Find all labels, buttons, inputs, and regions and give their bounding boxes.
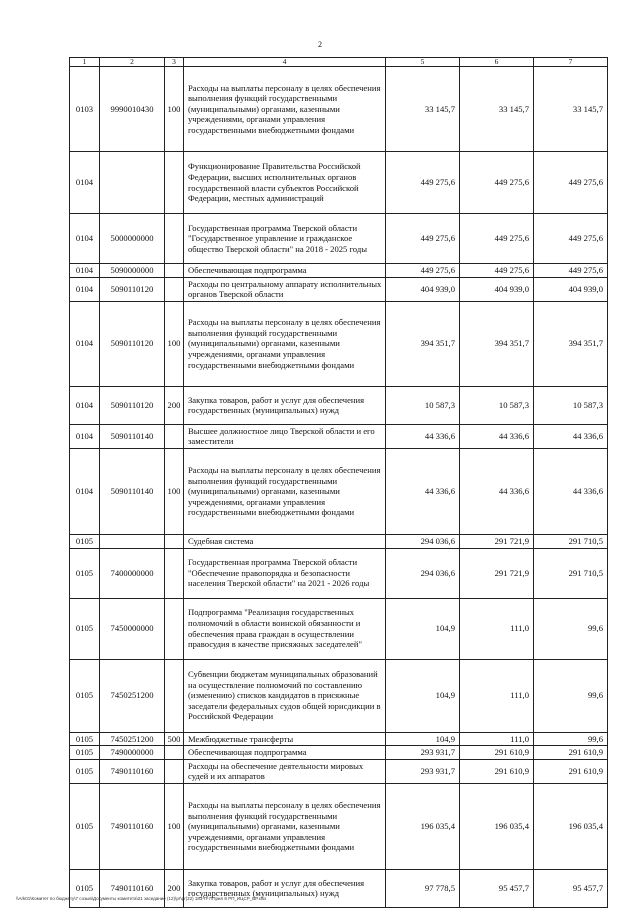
section-code-cell: 0105 (70, 746, 100, 760)
section-code-cell: 0104 (70, 301, 100, 386)
amount-cell: 44 336,6 (534, 424, 608, 448)
expense-type-cell (165, 659, 184, 732)
target-article-cell: 5090000000 (100, 264, 165, 278)
target-article-cell: 7450251200 (100, 732, 165, 746)
item-name-cell: Межбюджетные трансферты (184, 732, 386, 746)
target-article-cell: 9990010430 (100, 67, 165, 152)
amount-cell: 449 275,6 (460, 152, 534, 214)
section-code-cell: 0104 (70, 214, 100, 264)
amount-cell: 99,6 (534, 732, 608, 746)
amount-cell: 449 275,6 (534, 214, 608, 264)
amount-cell: 449 275,6 (386, 264, 460, 278)
table-row (70, 152, 608, 214)
target-article-cell: 5090110140 (100, 448, 165, 534)
amount-cell: 196 035,4 (386, 783, 460, 869)
amount-cell: 293 931,7 (386, 746, 460, 760)
amount-cell: 291 710,5 (534, 534, 608, 548)
item-name-cell: Расходы по центральному аппарату исполнительных органов Тверской области (184, 277, 386, 301)
item-name-cell: Закупка товаров, работ и услуг для обеспечения государственных (муниципальных) нужд (184, 869, 386, 907)
expense-type-cell (165, 152, 184, 214)
item-name-cell: Обеспечивающая подпрограмма (184, 746, 386, 760)
amount-cell: 104,9 (386, 598, 460, 659)
table-row (70, 869, 608, 907)
amount-cell: 44 336,6 (460, 448, 534, 534)
table-row (70, 548, 608, 598)
amount-cell: 10 587,3 (386, 386, 460, 424)
section-code-cell: 0103 (70, 67, 100, 152)
expense-type-cell (165, 214, 184, 264)
expense-type-cell: 500 (165, 732, 184, 746)
target-article-cell: 7450251200 (100, 659, 165, 732)
item-name-cell: Расходы на выплаты персоналу в целях обеспечения выполнения функций государственными (муниципальными) органами, казенными учреждениями, органами управления государственными внебюджетными фондами (184, 301, 386, 386)
expense-type-cell (165, 598, 184, 659)
section-code-cell: 0105 (70, 534, 100, 548)
expense-type-cell: 200 (165, 386, 184, 424)
expense-type-cell: 200 (165, 869, 184, 907)
amount-cell: 44 336,6 (460, 424, 534, 448)
column-header: 7 (534, 58, 608, 67)
footer-file-path: \\Ark01\Комитет по бюджету\7 созыв\Документы комитета\21 заседание (12)\pr\pr(22) 183-П-7\Прил 8 РП_ИЦСР_ВР.xlsx (16, 896, 267, 901)
amount-cell: 99,6 (534, 659, 608, 732)
expense-type-cell (165, 534, 184, 548)
target-article-cell: 5090110140 (100, 424, 165, 448)
target-article-cell: 7450000000 (100, 598, 165, 659)
amount-cell: 291 610,9 (534, 759, 608, 783)
item-name-cell: Расходы на выплаты персоналу в целях обеспечения выполнения функций государственными (муниципальными) органами, казенными учреждениями, органами управления государственными внебюджетными фондами (184, 783, 386, 869)
section-code-cell: 0105 (70, 548, 100, 598)
item-name-cell: Субвенции бюджетам муниципальных образований на осуществление полномочий по составлению (изменению) списков кандидатов в присяжные заседатели федеральных судов общей юрисдикции в Российской Федерации (184, 659, 386, 732)
amount-cell: 404 939,0 (534, 277, 608, 301)
amount-cell: 33 145,7 (460, 67, 534, 152)
table-row (70, 746, 608, 760)
section-code-cell: 0104 (70, 386, 100, 424)
budget-table (69, 57, 608, 908)
table-row (70, 759, 608, 783)
target-article-cell: 5090110120 (100, 301, 165, 386)
amount-cell: 291 710,5 (534, 548, 608, 598)
expense-type-cell (165, 759, 184, 783)
amount-cell: 33 145,7 (534, 67, 608, 152)
amount-cell: 111,0 (460, 598, 534, 659)
amount-cell: 294 036,6 (386, 548, 460, 598)
item-name-cell: Судебная система (184, 534, 386, 548)
amount-cell: 294 036,6 (386, 534, 460, 548)
amount-cell: 44 336,6 (386, 424, 460, 448)
section-code-cell: 0105 (70, 659, 100, 732)
amount-cell: 196 035,4 (460, 783, 534, 869)
table-row (70, 214, 608, 264)
amount-cell: 404 939,0 (460, 277, 534, 301)
amount-cell: 291 610,9 (460, 746, 534, 760)
target-article-cell: 7400000000 (100, 548, 165, 598)
amount-cell: 291 721,9 (460, 534, 534, 548)
table-row (70, 732, 608, 746)
amount-cell: 449 275,6 (534, 152, 608, 214)
amount-cell: 394 351,7 (460, 301, 534, 386)
column-number-row (70, 58, 608, 67)
amount-cell: 95 457,7 (460, 869, 534, 907)
item-name-cell: Расходы на выплаты персоналу в целях обеспечения выполнения функций государственными (муниципальными) органами, казенными учреждениями, органами управления государственными внебюджетными фондами (184, 67, 386, 152)
target-article-cell: 7490110160 (100, 759, 165, 783)
amount-cell: 97 778,5 (386, 869, 460, 907)
table-row (70, 783, 608, 869)
amount-cell: 104,9 (386, 659, 460, 732)
expense-type-cell (165, 548, 184, 598)
amount-cell: 293 931,7 (386, 759, 460, 783)
expense-type-cell: 100 (165, 783, 184, 869)
section-code-cell: 0104 (70, 152, 100, 214)
target-article-cell: 7490110160 (100, 869, 165, 907)
amount-cell: 449 275,6 (460, 214, 534, 264)
table-row (70, 534, 608, 548)
table-row (70, 424, 608, 448)
item-name-cell: Функционирование Правительства Российской Федерации, высших исполнительных органов государственной власти субъектов Российской Федерации, местных администраций (184, 152, 386, 214)
target-article-cell (100, 534, 165, 548)
amount-cell: 44 336,6 (534, 448, 608, 534)
section-code-cell: 0105 (70, 732, 100, 746)
section-code-cell: 0105 (70, 869, 100, 907)
amount-cell: 291 721,9 (460, 548, 534, 598)
amount-cell: 291 610,9 (534, 746, 608, 760)
expense-type-cell (165, 264, 184, 278)
item-name-cell: Высшее должностное лицо Тверской области и его заместители (184, 424, 386, 448)
table-row (70, 264, 608, 278)
amount-cell: 449 275,6 (460, 264, 534, 278)
section-code-cell: 0105 (70, 759, 100, 783)
expense-type-cell (165, 746, 184, 760)
amount-cell: 291 610,9 (460, 759, 534, 783)
amount-cell: 394 351,7 (386, 301, 460, 386)
column-header: 2 (100, 58, 165, 67)
amount-cell: 10 587,3 (460, 386, 534, 424)
table-row (70, 67, 608, 152)
amount-cell: 10 587,3 (534, 386, 608, 424)
expense-type-cell (165, 277, 184, 301)
column-header: 3 (165, 58, 184, 67)
column-header: 1 (70, 58, 100, 67)
table-row (70, 277, 608, 301)
section-code-cell: 0105 (70, 783, 100, 869)
amount-cell: 449 275,6 (534, 264, 608, 278)
amount-cell: 99,6 (534, 598, 608, 659)
expense-type-cell: 100 (165, 301, 184, 386)
amount-cell: 394 351,7 (534, 301, 608, 386)
table-row (70, 301, 608, 386)
table-row (70, 386, 608, 424)
amount-cell: 33 145,7 (386, 67, 460, 152)
table-row (70, 448, 608, 534)
section-code-cell: 0104 (70, 448, 100, 534)
target-article-cell: 5090110120 (100, 277, 165, 301)
expense-type-cell: 100 (165, 67, 184, 152)
section-code-cell: 0104 (70, 264, 100, 278)
item-name-cell: Закупка товаров, работ и услуг для обеспечения государственных (муниципальных) нужд (184, 386, 386, 424)
amount-cell: 104,9 (386, 732, 460, 746)
page-number: 2 (318, 40, 322, 49)
amount-cell: 404 939,0 (386, 277, 460, 301)
item-name-cell: Расходы на обеспечение деятельности мировых судей и их аппаратов (184, 759, 386, 783)
target-article-cell: 7490110160 (100, 783, 165, 869)
item-name-cell: Обеспечивающая подпрограмма (184, 264, 386, 278)
item-name-cell: Государственная программа Тверской области "Государственное управление и гражданское общество Тверской области" на 2018 - 2025 годы (184, 214, 386, 264)
amount-cell: 449 275,6 (386, 152, 460, 214)
section-code-cell: 0105 (70, 598, 100, 659)
item-name-cell: Подпрограмма "Реализация государственных полномочий в области воинской обязанности и обеспечения права граждан в осуществлении правосудия в качестве присяжных заседателей" (184, 598, 386, 659)
item-name-cell: Расходы на выплаты персоналу в целях обеспечения выполнения функций государственными (муниципальными) органами, казенными учреждениями, органами управления государственными внебюджетными фондами (184, 448, 386, 534)
target-article-cell: 5090110120 (100, 386, 165, 424)
target-article-cell: 7490000000 (100, 746, 165, 760)
amount-cell: 95 457,7 (534, 869, 608, 907)
section-code-cell: 0104 (70, 277, 100, 301)
amount-cell: 449 275,6 (386, 214, 460, 264)
item-name-cell: Государственная программа Тверской области "Обеспечение правопорядка и безопасности населения Тверской области" на 2021 - 2026 годы (184, 548, 386, 598)
column-header: 4 (184, 58, 386, 67)
table-row (70, 598, 608, 659)
amount-cell: 111,0 (460, 659, 534, 732)
table-row (70, 659, 608, 732)
amount-cell: 111,0 (460, 732, 534, 746)
target-article-cell: 5000000000 (100, 214, 165, 264)
amount-cell: 44 336,6 (386, 448, 460, 534)
expense-type-cell (165, 424, 184, 448)
target-article-cell (100, 152, 165, 214)
column-header: 5 (386, 58, 460, 67)
section-code-cell: 0104 (70, 424, 100, 448)
amount-cell: 196 035,4 (534, 783, 608, 869)
column-header: 6 (460, 58, 534, 67)
expense-type-cell: 100 (165, 448, 184, 534)
